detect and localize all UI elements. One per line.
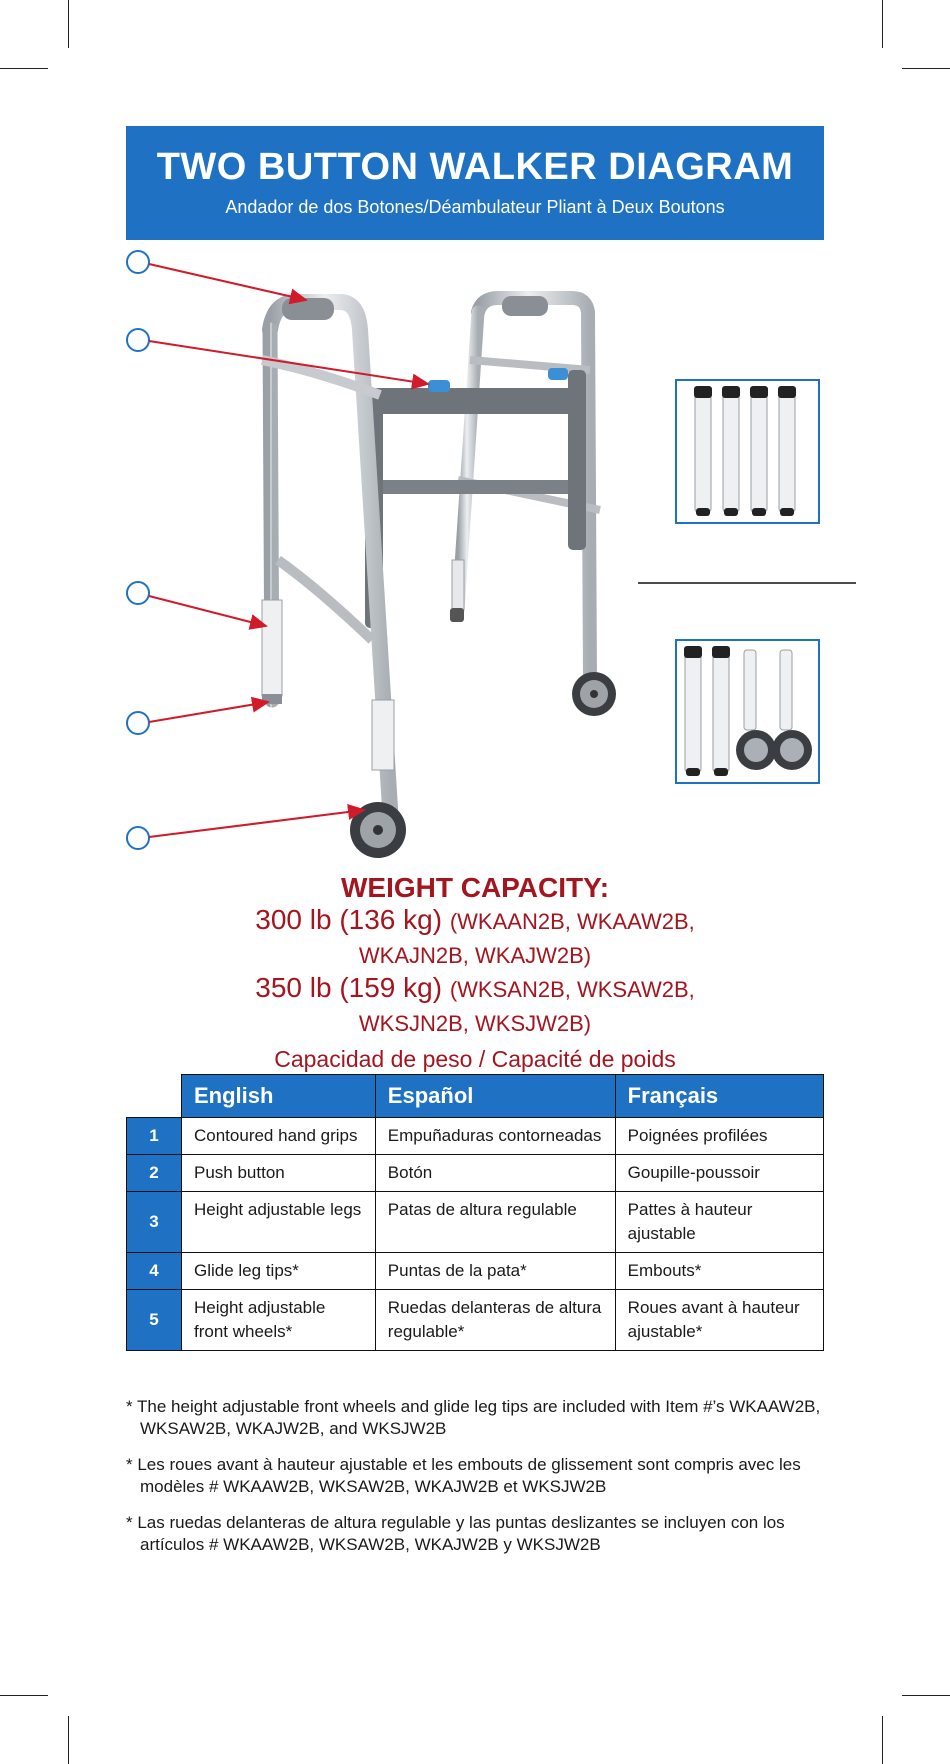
walker-frame-front: [262, 298, 394, 840]
row-number: 4: [127, 1253, 182, 1290]
weight-300-models: (WKAAN2B, WKAAW2B,: [449, 909, 695, 934]
footnote-spanish: * Las ruedas delanteras de altura regulable y las puntas deslizantes se incluyen con los artículos # WKAAW2B, WKSAW2B, WKAJW2B y WKSJW2B: [126, 1513, 785, 1554]
callout-arrow-3: [149, 596, 266, 626]
title-banner: [126, 126, 824, 240]
cell-english: Contoured hand grips: [182, 1118, 376, 1155]
table-row: [127, 1192, 824, 1253]
inset-glide-leg-tips: [676, 380, 819, 523]
cell-spanish: Empuñaduras contorneadas: [375, 1118, 615, 1155]
table-row: [127, 1155, 824, 1192]
weight-capacity: [0, 872, 950, 1073]
cell-french: Roues avant à hauteur ajustable*: [615, 1290, 823, 1351]
cell-spanish: Patas de altura regulable: [375, 1192, 615, 1253]
crop-mark: [0, 68, 48, 69]
cell-spanish: Botón: [375, 1155, 615, 1192]
footnotes: [126, 1396, 826, 1570]
weight-350-models-cont: WKSJN2B, WKSJW2B): [358, 1011, 592, 1036]
walker-diagram: [0, 240, 950, 880]
crop-mark: [0, 1695, 48, 1696]
parts-table: [126, 1074, 824, 1351]
cell-english: Height adjustable front wheels*: [182, 1290, 376, 1351]
cell-spanish: Puntas de la pata*: [375, 1253, 615, 1290]
footnote-english: * The height adjustable front wheels and glide leg tips are included with Item #’s WKAAW2B, WKSAW2B, WKAJW2B, and WKSJW2B: [126, 1397, 821, 1438]
table-header-spanish: Español: [375, 1075, 615, 1118]
table-header-row: [127, 1075, 824, 1118]
table-row: [127, 1290, 824, 1351]
cell-english: Push button: [182, 1155, 376, 1192]
crop-mark: [882, 1716, 883, 1764]
page-title: TWO BUTTON WALKER DIAGRAM: [156, 146, 794, 188]
rear-wheel: [572, 672, 616, 716]
table-row: [127, 1253, 824, 1290]
footnote-french: * Les roues avant à hauteur ajustable et les embouts de glissement sont compris avec les modèles # WKAAW2B, WKSAW2B, WKAJW2B et WKSJW2B: [126, 1455, 801, 1496]
cell-french: Pattes à hauteur ajustable: [615, 1192, 823, 1253]
weight-350-models: (WKSAN2B, WKSAW2B,: [449, 977, 695, 1002]
hand-grip-front: [282, 298, 334, 320]
callout-arrow-4: [149, 702, 268, 722]
row-number: 5: [127, 1290, 182, 1351]
crop-mark: [68, 0, 69, 48]
row-number: 1: [127, 1118, 182, 1155]
weight-capacity-translation: Capacidad de peso / Capacité de poids: [274, 1046, 676, 1072]
row-number: 3: [127, 1192, 182, 1253]
crop-mark: [902, 68, 950, 69]
cell-english: Height adjustable legs: [182, 1192, 376, 1253]
hand-grip-rear: [502, 296, 548, 316]
crop-mark: [902, 1695, 950, 1696]
cell-english: Glide leg tips*: [182, 1253, 376, 1290]
crop-mark: [68, 1716, 69, 1764]
crop-mark: [882, 0, 883, 48]
weight-capacity-350: [0, 972, 950, 1006]
push-button-right: [548, 368, 568, 380]
table-row: [127, 1118, 824, 1155]
callout-circle-1: [127, 251, 149, 273]
inset-front-wheels: [676, 640, 819, 783]
weight-350-value: 350 lb (159 kg): [255, 972, 443, 1003]
push-button-left: [428, 380, 450, 392]
weight-300-models-cont: WKAJN2B, WKAJW2B): [358, 943, 592, 968]
cell-french: Embouts*: [615, 1253, 823, 1290]
cell-french: Poignées profilées: [615, 1118, 823, 1155]
weight-300-value: 300 lb (136 kg): [255, 904, 443, 935]
cell-spanish: Ruedas delanteras de altura regulable*: [375, 1290, 615, 1351]
weight-capacity-300: [0, 904, 950, 938]
callout-arrow-5: [149, 810, 364, 837]
callout-arrow-2: [149, 341, 428, 384]
cell-french: Goupille-poussoir: [615, 1155, 823, 1192]
callout-circle-4: [127, 712, 149, 734]
callout-circle-5: [127, 827, 149, 849]
callout-circle-2: [127, 329, 149, 351]
callout-circle-3: [127, 582, 149, 604]
table-header-blank: [127, 1075, 182, 1118]
page-subtitle: Andador de dos Botones/Déambulateur Pliant à Deux Boutons: [225, 197, 725, 217]
table-header-french: Français: [615, 1075, 823, 1118]
weight-capacity-heading: WEIGHT CAPACITY:: [340, 872, 610, 903]
table-header-english: English: [182, 1075, 376, 1118]
callout-arrow-1: [149, 264, 306, 300]
row-number: 2: [127, 1155, 182, 1192]
